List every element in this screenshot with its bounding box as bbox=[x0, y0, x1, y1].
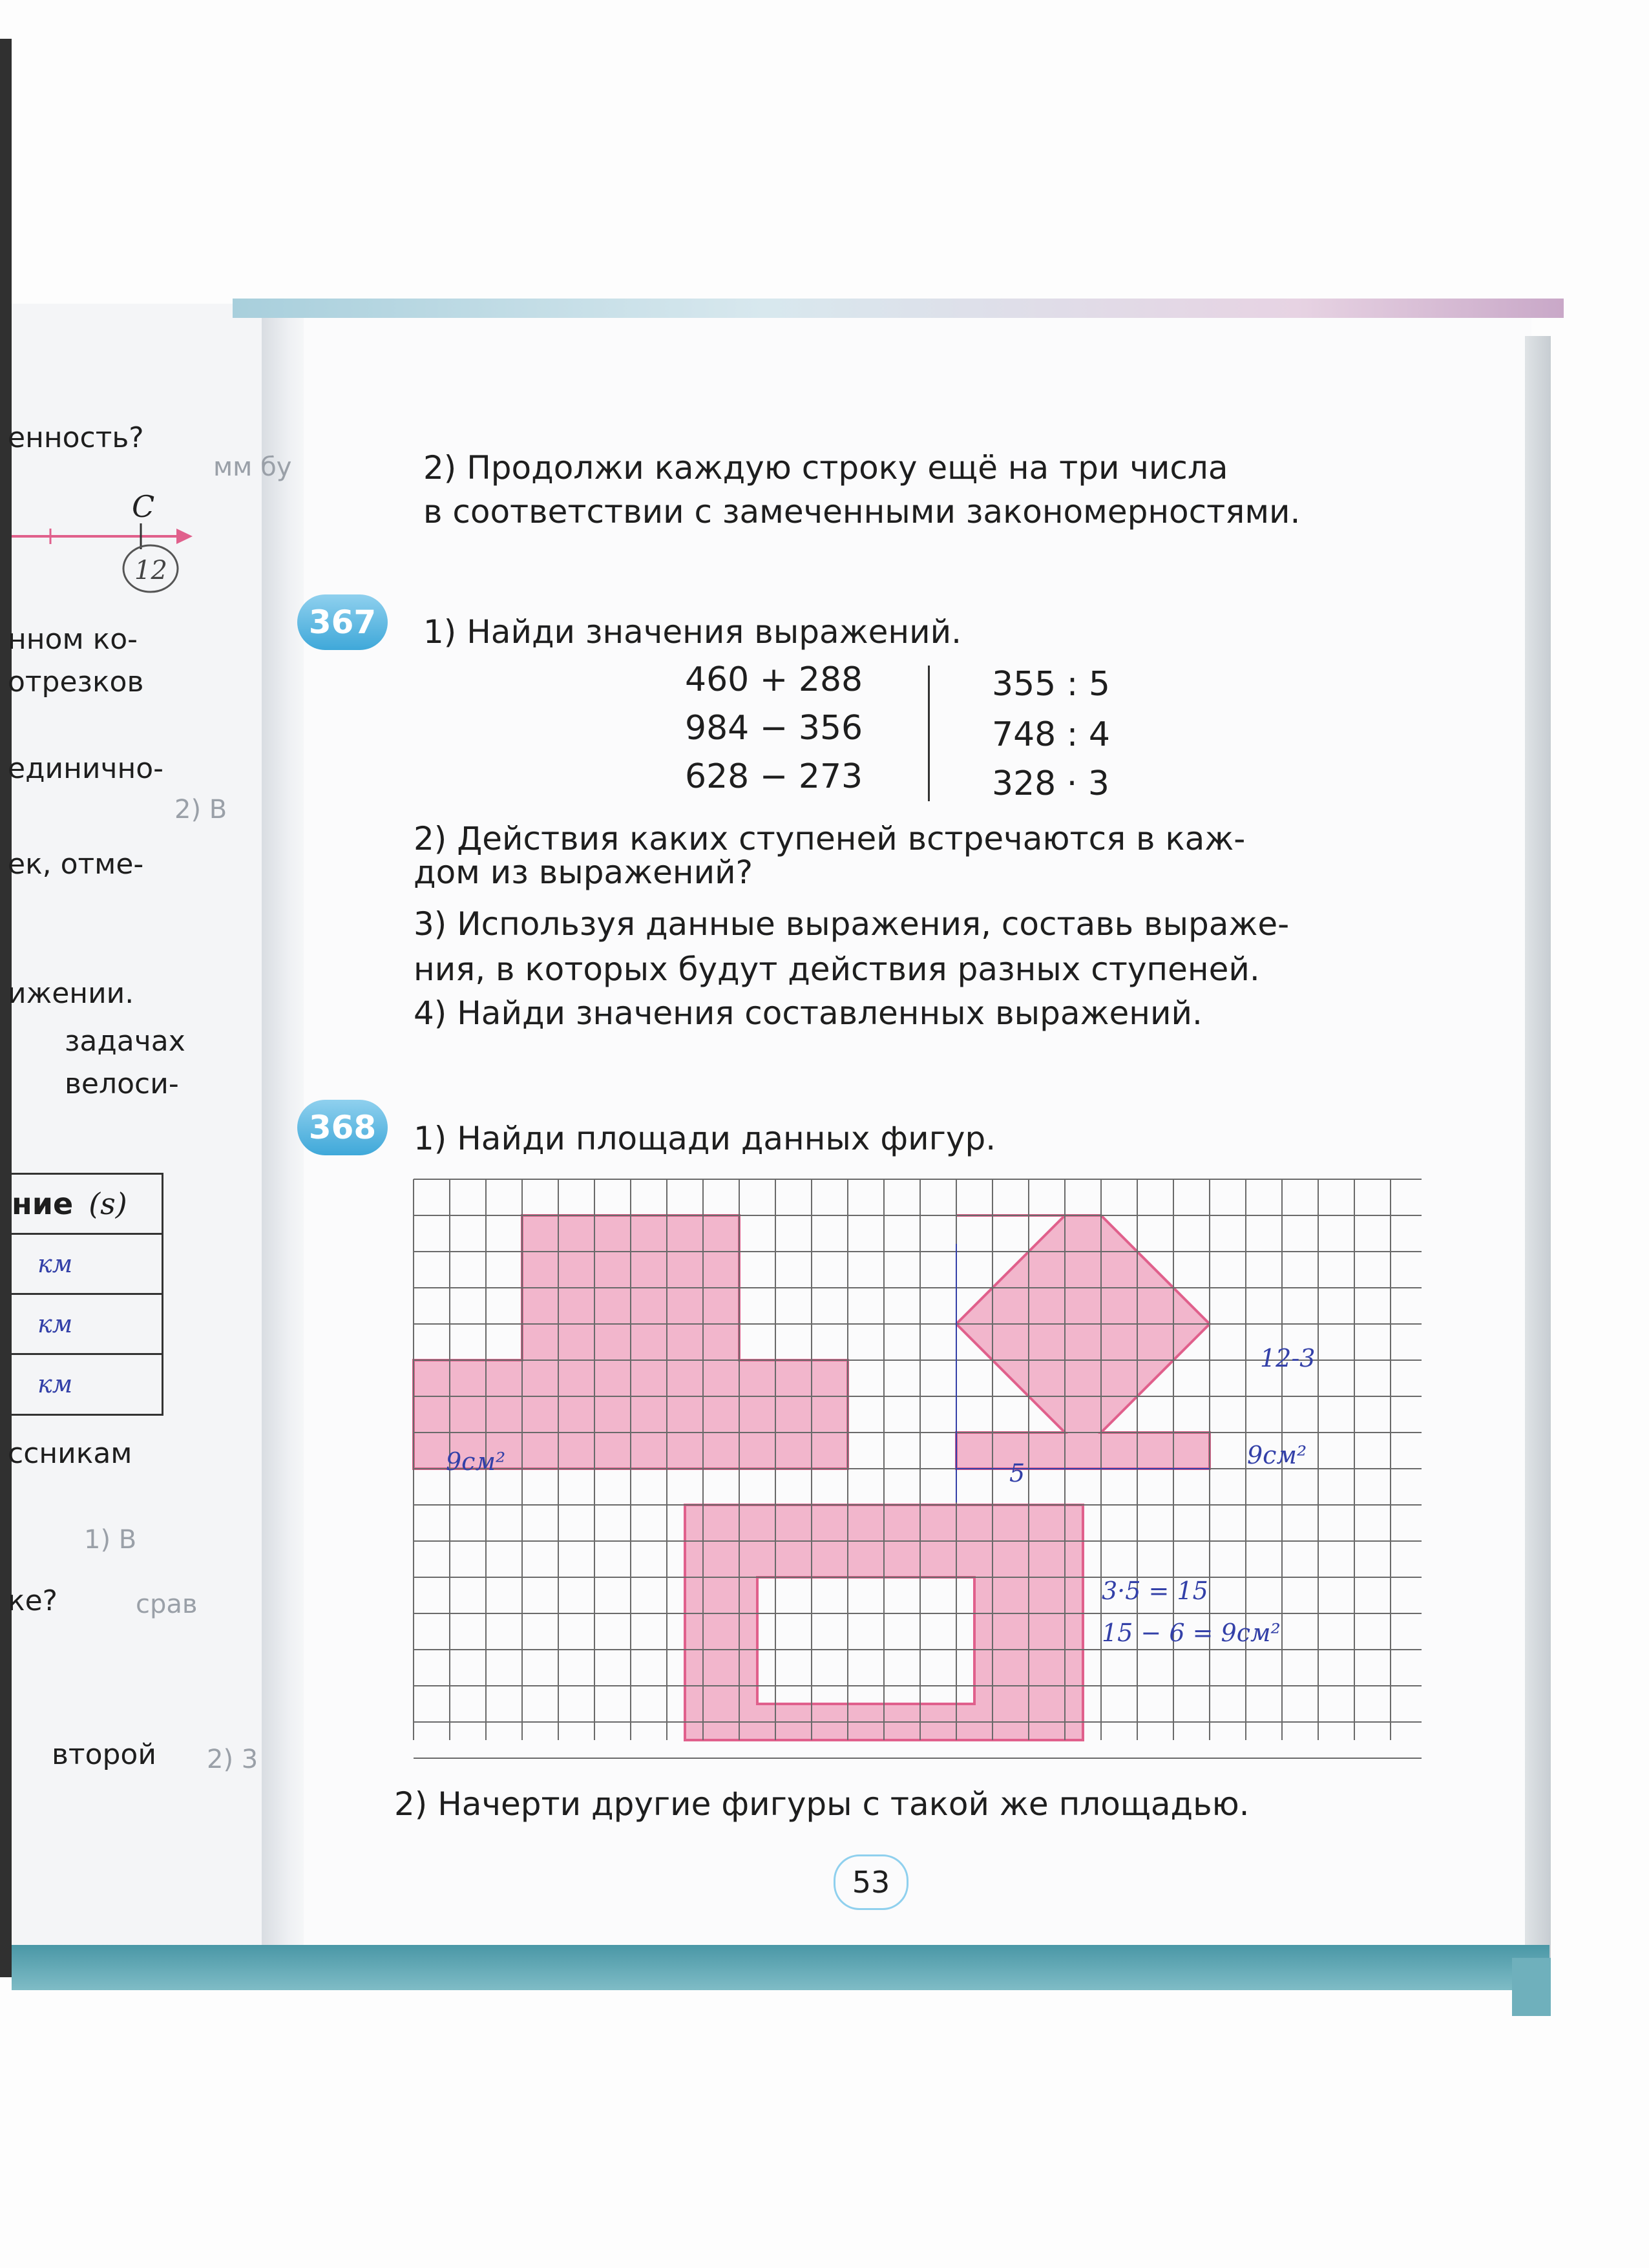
left-line: единично- bbox=[8, 752, 164, 785]
expression: 984 − 356 bbox=[685, 709, 863, 748]
table-unit: км bbox=[37, 1250, 73, 1278]
task367-q2-line2: дом из выражений? bbox=[414, 854, 753, 891]
task367-q1: 1) Найди значения выражений. bbox=[423, 613, 961, 651]
ray-diagram bbox=[12, 491, 193, 601]
table-header-label: ние bbox=[12, 1186, 74, 1221]
continuation-line2: в соответствии с замеченными закономерностями. bbox=[423, 493, 1301, 530]
left-line: отрезков bbox=[8, 666, 144, 698]
table-row bbox=[12, 1235, 162, 1295]
faint-text: 2) В bbox=[174, 795, 227, 824]
task-number-badge: 368 bbox=[297, 1100, 388, 1155]
expression: 748 : 4 bbox=[992, 715, 1110, 754]
task367-q4: 4) Найди значения составленных выражений. bbox=[414, 994, 1203, 1032]
ray-arrow-icon bbox=[176, 529, 193, 544]
handwritten-base: 5 bbox=[1009, 1459, 1025, 1487]
page-top-band bbox=[233, 299, 1564, 318]
task367-q3-line2: ния, в которых будут действия разных ступеней. bbox=[414, 950, 1260, 988]
expression: 355 : 5 bbox=[992, 665, 1110, 704]
left-line: ссникам bbox=[8, 1437, 132, 1470]
task368-q2: 2) Начерти другие фигуры с такой же площадью. bbox=[394, 1785, 1250, 1823]
task367-q2-line1: 2) Действия каких ступеней встречаются в каж- bbox=[414, 820, 1246, 857]
figure-zigzag bbox=[956, 1215, 1210, 1469]
faint-text: срав bbox=[136, 1590, 198, 1619]
left-line: задачах bbox=[65, 1025, 185, 1058]
handwritten-calc: 15 − 6 = 9см² bbox=[1102, 1619, 1281, 1647]
task368-q1: 1) Найди площади данных фигур. bbox=[414, 1120, 996, 1157]
left-line: велоси- bbox=[65, 1067, 179, 1100]
table-unit: км bbox=[37, 1310, 73, 1338]
book-cover-corner bbox=[1512, 1958, 1551, 2016]
handwritten-calc: 3·5 = 15 bbox=[1102, 1577, 1208, 1605]
ray-circle-number: 12 bbox=[134, 556, 167, 585]
faint-text: 1) В bbox=[84, 1525, 137, 1555]
handwritten-calc: 12-3 bbox=[1260, 1344, 1316, 1372]
expression: 628 − 273 bbox=[685, 757, 863, 796]
left-line: ижении. bbox=[8, 977, 134, 1010]
left-line: ке? bbox=[8, 1584, 58, 1617]
faint-text: мм бу bbox=[213, 452, 292, 482]
ray-label: C bbox=[132, 491, 155, 524]
expression: 328 · 3 bbox=[992, 764, 1109, 803]
task-number-badge: 367 bbox=[297, 594, 388, 650]
continuation-line1: 2) Продолжи каждую строку ещё на три числа bbox=[423, 449, 1228, 487]
faint-text: 2) 3 bbox=[207, 1745, 258, 1774]
page-number: 53 bbox=[834, 1854, 909, 1910]
left-line: ек, отме- bbox=[8, 848, 144, 881]
left-line: нном ко- bbox=[8, 623, 138, 656]
task367-q3-line1: 3) Используя данные выражения, составь выраже- bbox=[414, 905, 1290, 943]
handwritten-area: 9см² bbox=[446, 1447, 506, 1476]
table-unit: км bbox=[37, 1370, 73, 1398]
table-header bbox=[12, 1175, 162, 1235]
handwritten-area: 9см² bbox=[1247, 1441, 1307, 1469]
table-header-symbol: (s) bbox=[89, 1186, 127, 1221]
left-line: второй bbox=[52, 1738, 156, 1771]
table-row bbox=[12, 1355, 162, 1413]
speed-table bbox=[12, 1173, 163, 1416]
column-divider bbox=[928, 666, 930, 801]
expression: 460 + 288 bbox=[685, 660, 863, 699]
left-line: енность? bbox=[8, 421, 144, 454]
page-edge bbox=[1525, 336, 1551, 1964]
table-row bbox=[12, 1295, 162, 1355]
